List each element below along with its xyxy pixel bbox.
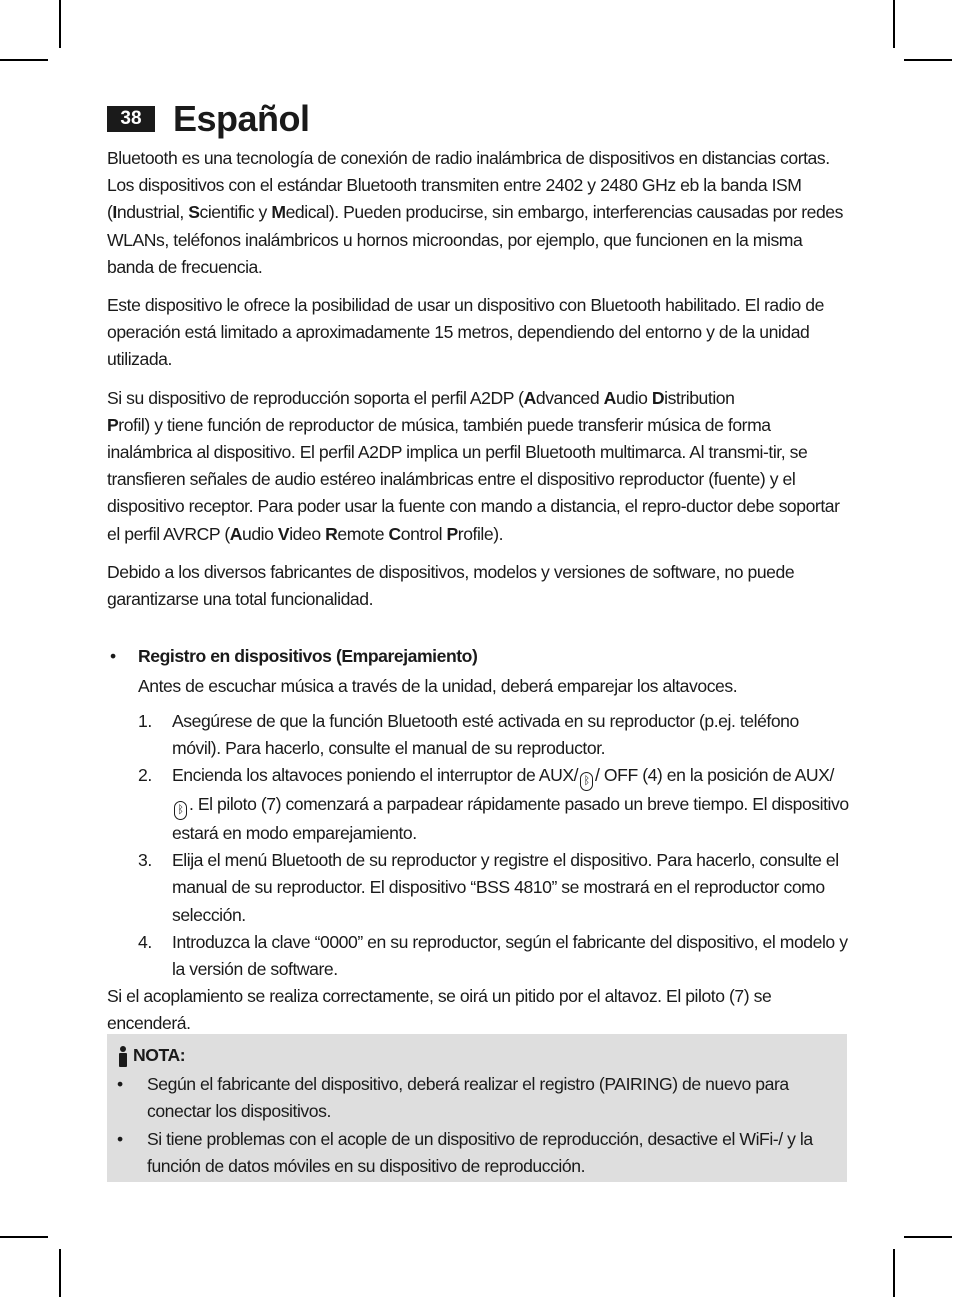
list-item: • Si tiene problemas con el acople de un dispositivo de reproducción, desactive el WiFi-/ y la función de datos móviles en su dispositivo de reproducción. [117,1128,813,1176]
page-number: 38 [107,106,155,132]
page-content [107,145,849,1038]
intro-paragraph-4: Debido a los diversos fabricantes de dispositivos, modelos y versiones de software, no puede garantizarse una total funcionalidad. [107,561,795,610]
pairing-section [107,643,849,983]
note-title: NOTA: [133,1045,186,1065]
crop-mark [904,1236,952,1238]
bluetooth-icon: ᛒ [580,772,593,791]
list-item: 4. Introduzca la clave “0000” en su reproductor, según el fabricante del dispositivo, el modelo y la versión de software. [138,931,848,980]
note-heading [117,1042,837,1069]
section-intro: Antes de escuchar música a través de la unidad, deberá emparejar los altavoces. [138,676,738,697]
steps-list [138,708,849,984]
page-header [107,96,310,142]
list-item: 3. Elija el menú Bluetooth de su reproductor y registre el dispositivo. Para hacerlo, consulte el manual de su reproductor. El dispositivo “BSS 4810” se mostrará en el reproductor como selección. [138,850,839,925]
list-item: 1. Asegúrese de que la función Bluetooth esté activada en su reproductor (p.ej. teléfono móvil). Para hacerlo, consulte el manual de su reproductor. [138,710,799,758]
crop-mark [893,1249,895,1297]
list-item: • Según el fabricante del dispositivo, deberá realizar el registro (PAIRING) de nuevo para conectar los dispositivos. [117,1074,789,1122]
list-item: 2. Encienda los altavoces poniendo el interruptor de AUX/ ᛒ / OFF (4) en la posición de AUX/ᛒ . El piloto (7) comenzará a parpadear rápidamente pasado un breve tiempo. El dispositivo estará en modo emparejamiento. [138,765,849,844]
page-title: Español [173,98,310,139]
info-icon [117,1045,129,1067]
bluetooth-icon: ᛒ [174,801,187,820]
intro-paragraph-2: Este dispositivo le ofrece la posibilidad de usar un dispositivo con Bluetooth habilitado. El radio de operación está limitado a aproximadamente 15 metros, dependiendo del entorno y de la unidad utilizada. [107,295,824,370]
pairing-result: Si el acoplamiento se realiza correctamente, se oirá un pitido por el altavoz. El piloto (7) se encenderá. [107,986,772,1034]
crop-mark [0,1236,48,1238]
crop-mark [59,1249,61,1297]
crop-mark [893,0,895,48]
section-title: Registro en dispositivos (Emparejamiento) [138,646,478,667]
intro-paragraph-1: Bluetooth es una tecnología de conexión de radio inalámbrica de dispositivos en distancias cortas. Los dispositivos con el estándar Bluetooth transmiten entre 2402 y 2480 GHz eb la banda ISM (Industrial, Scientific y Medical). Pueden producirse, sin embargo, interferencias causadas por redes WLANs, teléfonos inalámbricos u hornos microondas, por ejemplo, que funcionen en la misma banda de frecuencia. [107,148,843,277]
crop-mark [59,0,61,48]
crop-mark [0,59,48,61]
note-box [107,1034,847,1182]
bullet-dot: • [110,646,116,667]
note-list [117,1071,837,1180]
crop-mark [904,59,952,61]
intro-paragraph-3: Si su dispositivo de reproducción soporta el perfil A2DP (Advanced Audio Distribution Profil) y tiene función de reproductor de música, también puede transferir música de forma inalámbrica al dispositivo. El perfil A2DP implica un perfil Bluetooth multimarca. Al transmi-tir, se transfieren señales de audio estéreo inalámbricas entre el dispositivo reproductor (fuente) y el dispositivo receptor. Para poder usar la fuente con mando a distancia, el repro-ductor debe soportar el perfil AVRCP (Audio Video Remote Control Profile). [107,387,840,544]
